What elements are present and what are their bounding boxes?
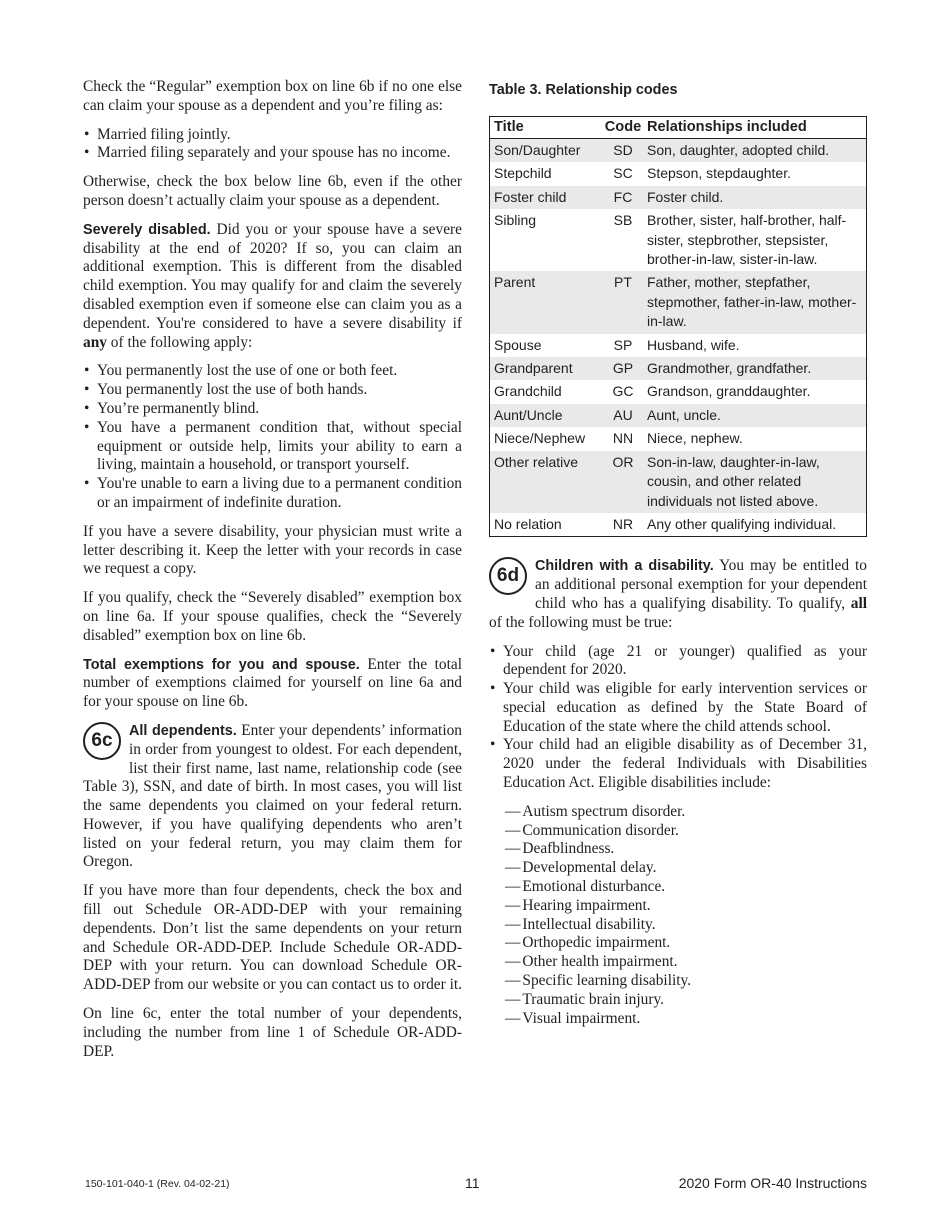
cell-relationships: Aunt, uncle. xyxy=(643,404,867,427)
cell-title: Grandchild xyxy=(494,383,562,400)
footer-form-number: 150-101-040-1 (Rev. 04-02-21) xyxy=(85,1178,230,1190)
footer-document-title: 2020 Form OR-40 Instructions xyxy=(678,1175,867,1191)
relationship-codes-table xyxy=(489,116,867,537)
table-row xyxy=(490,380,867,403)
children-disability-text-end: of the following must be true: xyxy=(489,613,673,631)
cell-relationships: Son, daughter, adopted child. xyxy=(643,139,867,163)
list-item: — Specific learning disability. xyxy=(505,972,867,991)
table-row xyxy=(490,451,867,513)
list-item: • You permanently lost the use of one or both feet. xyxy=(83,362,462,381)
cell-code: FC xyxy=(603,186,643,209)
list-item: • Your child was eligible for early intervention services or special education as defined by the State Board of Education of the state where the child attends school. xyxy=(489,680,867,736)
severe-disability-list xyxy=(83,362,462,512)
cell-relationships: Father, mother, stepfather, stepmother, father-in-law, mother-in-law. xyxy=(643,271,867,333)
all-dependents-heading: All dependents. xyxy=(129,722,237,739)
cell-relationships: Stepson, stepdaughter. xyxy=(647,165,791,182)
cell-relationships: Niece, nephew. xyxy=(647,430,743,447)
table-row xyxy=(490,334,867,357)
list-item: — Other health impairment. xyxy=(505,953,867,972)
table-title: Table 3. Relationship codes xyxy=(489,82,678,98)
cell-relationships: Any other qualifying individual. xyxy=(647,515,837,532)
cell-code: SP xyxy=(613,336,633,353)
line-6c-total-paragraph: On line 6c, enter the total number of your dependents, including the number from line 1 of Schedule OR-ADD-DEP. xyxy=(83,1005,462,1060)
eligible-disabilities-list xyxy=(489,803,867,1029)
list-item: — Traumatic brain injury. xyxy=(505,991,867,1010)
otherwise-paragraph: Otherwise, check the box below line 6b, even if the other person doesn’t actually claim your spouse as a dependent. xyxy=(83,173,462,209)
all-dependents-paragraph xyxy=(83,722,462,872)
table-row xyxy=(490,513,867,537)
cell-relationships: Brother, sister, half-brother, half-sister, stepbrother, stepsister, brother-in-law, sister-in-law. xyxy=(647,212,847,268)
children-disability-text: You may be entitled to an additional personal exemption for your dependent child who has a qualifying disability. To qualify, xyxy=(535,557,867,612)
column-header-code: Code xyxy=(603,117,643,139)
severely-disabled-text: Did you or your spouse have a severe disability at the end of 2020? If so, you can claim an additional exemption. This is different from the disabled child exemption. You may qualify for and claim the severely disabled exemption even if someone else can claim you as a dependent. You're considered to have a severe disability if xyxy=(83,220,462,332)
list-item: — Communication disorder. xyxy=(505,822,867,841)
cell-relationships: Husband, wife. xyxy=(647,336,740,353)
list-item: • Your child had an eligible disability as of December 31, 2020 under the federal Individuals with Disabilities Education Act. Eligible disabilities include: xyxy=(489,736,867,792)
cell-code: SB xyxy=(613,212,633,229)
table-row xyxy=(490,271,867,333)
list-item: — Hearing impairment. xyxy=(505,897,867,916)
table-row xyxy=(490,209,867,271)
table-row xyxy=(490,162,867,185)
cell-code: OR xyxy=(603,451,643,513)
cell-code: PT xyxy=(603,271,643,333)
list-item: • You permanently lost the use of both hands. xyxy=(83,381,462,400)
list-item: — Orthopedic impairment. xyxy=(505,934,867,953)
left-column xyxy=(83,78,462,1071)
list-item: • You're unable to earn a living due to a permanent condition or an impairment of indefinite duration. xyxy=(83,475,462,513)
cell-title: Sibling xyxy=(494,212,537,229)
cell-code: SD xyxy=(603,139,643,163)
qualify-paragraph: If you qualify, check the “Severely disabled” exemption box on line 6a. If your spouse qualifies, check the “Severely disabled” exemption box on line 6b. xyxy=(83,589,462,644)
cell-relationships: Son-in-law, daughter-in-law, cousin, and other related individuals not listed above. xyxy=(643,451,867,513)
severely-disabled-heading: Severely disabled. xyxy=(83,221,211,238)
footer-page-number: 11 xyxy=(465,1175,480,1191)
list-item: — Developmental delay. xyxy=(505,859,867,878)
cell-code: GP xyxy=(603,357,643,380)
cell-relationships: Foster child. xyxy=(643,186,867,209)
total-exemptions-heading: Total exemptions for you and spouse. xyxy=(83,656,360,673)
list-item: • Married filing separately and your spouse has no income. xyxy=(83,144,462,163)
cell-title: Aunt/Uncle xyxy=(490,404,604,427)
all-dependents-text: Enter your dependents’ information in order from youngest to oldest. For each dependent, list their first name, last name, relationship code (see Table 3), SSN, and date of birth. In most cases, you will list the same dependents you claimed on your federal return. However, if you have qualifying dependents who aren’t listed on your federal return, you may claim them for Oregon. xyxy=(83,721,462,871)
column-header-title: Title xyxy=(490,117,604,139)
table-row xyxy=(490,404,867,427)
table-row xyxy=(490,139,867,163)
cell-title: Son/Daughter xyxy=(490,139,604,163)
table-row xyxy=(490,357,867,380)
line-6d-badge: 6d xyxy=(489,557,527,595)
table-header-row xyxy=(490,117,867,139)
total-exemptions-paragraph xyxy=(83,656,462,712)
severely-disabled-text-end: of the following apply: xyxy=(106,333,253,351)
cell-code: SC xyxy=(613,165,633,182)
table-row xyxy=(490,186,867,209)
line-6c-badge: 6c xyxy=(83,722,121,760)
right-column xyxy=(489,78,867,1028)
severely-disabled-paragraph xyxy=(83,221,462,353)
cell-title: Stepchild xyxy=(494,165,552,182)
regular-exemption-paragraph: Check the “Regular” exemption box on line 6b if no one else can claim your spouse as a dependent and you’re filing as: xyxy=(83,78,462,114)
list-item: — Autism spectrum disorder. xyxy=(505,803,867,822)
child-requirements-list xyxy=(489,643,867,793)
table-row xyxy=(490,427,867,450)
cell-title: No relation xyxy=(494,515,562,532)
list-item: • You’re permanently blind. xyxy=(83,400,462,419)
list-item: — Intellectual disability. xyxy=(505,916,867,935)
cell-title: Grandparent xyxy=(490,357,604,380)
children-disability-heading: Children with a disability. xyxy=(535,558,714,575)
cell-relationships: Grandmother, grandfather. xyxy=(643,357,867,380)
cell-title: Other relative xyxy=(490,451,604,513)
total-exemptions-text: Enter the total number of exemptions claimed for yourself on line 6a and for your spouse on line 6b. xyxy=(83,655,463,711)
list-item: • You have a permanent condition that, without special equipment or outside help, limits your ability to earn a living, maintain a household, or transport yourself. xyxy=(83,419,462,475)
cell-code: AU xyxy=(603,404,643,427)
cell-code: NR xyxy=(612,515,634,532)
children-disability-paragraph xyxy=(489,557,867,632)
cell-title: Spouse xyxy=(494,336,542,353)
physician-letter-paragraph: If you have a severe disability, your physician must write a letter describing it. Keep the letter with your records in case we request a copy. xyxy=(83,522,462,578)
cell-code: NN xyxy=(612,430,634,447)
list-item: — Deafblindness. xyxy=(505,840,867,859)
emphasis-any: any xyxy=(83,333,107,351)
emphasis-all: all xyxy=(850,594,867,612)
column-header-relationships: Relationships included xyxy=(643,117,867,139)
list-item: — Visual impairment. xyxy=(505,1010,867,1029)
cell-code: GC xyxy=(612,383,634,400)
cell-title: Foster child xyxy=(490,186,604,209)
cell-title: Parent xyxy=(490,271,604,333)
cell-title: Niece/Nephew xyxy=(494,430,586,447)
list-item: — Emotional disturbance. xyxy=(505,878,867,897)
more-dependents-paragraph: If you have more than four dependents, check the box and fill out Schedule OR-ADD-DEP with your remaining dependents. Don’t list the same dependents on your return and Schedule OR-ADD-DEP. Include Schedule OR-ADD-DEP with your return. You can download Schedule OR-ADD-DEP from our website or you can contact us to order it. xyxy=(83,882,462,994)
list-item: • Your child (age 21 or younger) qualified as your dependent for 2020. xyxy=(489,643,867,681)
list-item: • Married filing jointly. xyxy=(83,126,462,145)
cell-relationships: Grandson, granddaughter. xyxy=(647,383,811,400)
filing-status-list xyxy=(83,126,462,164)
